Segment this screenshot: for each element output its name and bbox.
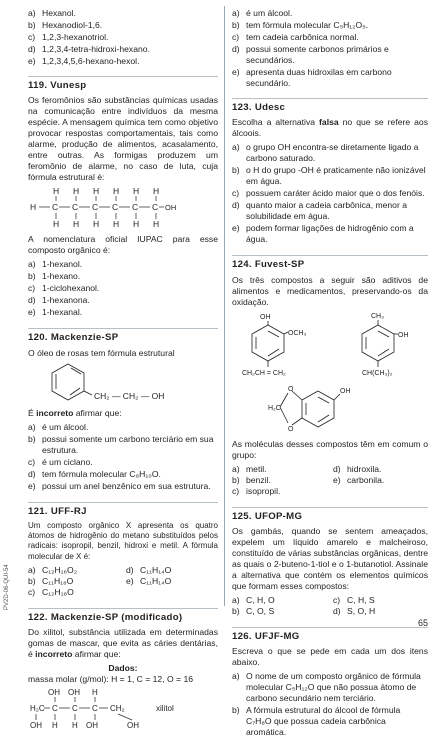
formula-h-top-3: H [93, 186, 100, 197]
formula-h-top-2: H [73, 186, 80, 197]
q119-structural-formula [28, 186, 178, 230]
q119-options [28, 259, 218, 318]
side-code: PV2D-06-QUI-54 [4, 564, 10, 610]
q125-options [232, 595, 428, 617]
formula-oh: OH [165, 203, 177, 213]
svg-text:OH: OH [86, 721, 98, 730]
formula-h-bot-1: H [53, 219, 60, 230]
list-item: c) isopropil. [232, 485, 281, 496]
list-item: d) possui somente carbonos primários e secundários. [232, 44, 389, 65]
svg-text:CH₂: CH₂ [110, 704, 125, 713]
svg-text:OH: OH [340, 387, 351, 395]
formula-c-5: C [132, 202, 139, 213]
svg-text:H: H [52, 721, 58, 730]
formula-h-top-1: H [53, 186, 60, 197]
q124-title: 124. Fuvest-SP [232, 255, 428, 271]
list-item: a) C, H, O [232, 594, 275, 605]
q122-data-text: massa molar (g/mol): H = 1, C = 12, O = 16 [28, 674, 194, 684]
list-item: b) possui somente um carbono terciário em sua estrutura. [28, 433, 214, 455]
q122-title: 122. Mackenzie-SP (modificado) [28, 608, 218, 624]
formula-c-3: C [92, 202, 99, 213]
list-item: e) apresenta duas hidroxilas em carbono secundário. [232, 67, 392, 88]
list-item: a) é um álcool. [28, 421, 89, 432]
q124-antioxidant-structures [232, 311, 428, 435]
list-item: c) C₁₂H₁₈O [28, 586, 74, 597]
xilitol-label: xilitol [156, 704, 174, 713]
q119-question: A nomenclatura oficial IUPAC para esse composto orgânico é: [28, 234, 218, 256]
q120-rose-oil-structure [28, 362, 198, 404]
svg-text:C: C [72, 704, 78, 713]
list-item: a) O nome de um composto orgânico de fórmula molecular C₅H₁₂O que não possua átomo de carbono secundário nem terciário. [232, 671, 421, 704]
formula-h-bot-6: H [153, 219, 160, 230]
list-item: b) o H do grupo -OH é praticamente não ionizável em água. [232, 165, 426, 187]
list-item: d) 1-hexanona. [28, 295, 90, 306]
list-item: d) C₁₁H₁₄O [126, 564, 172, 575]
list-item: b) Hexanodiol-1,6. [28, 20, 103, 30]
q120-chain: CH₂ — CH₂ — OH [94, 390, 165, 401]
list-item: b) benzil. [232, 474, 271, 485]
formula-h-bot-2: H [73, 219, 80, 230]
list-item: d) tem fórmula molecular C₈H₁₀O. [28, 468, 161, 479]
page-number: 65 [417, 618, 428, 629]
q123-options [232, 142, 428, 245]
list-item: e) podem formar ligações de hidrogênio com a água. [232, 223, 414, 245]
list-item: c) 1-ciclohexanol. [28, 283, 100, 294]
q122-stem: Do xilitol, substância utilizada em determinadas gomas de mascar, que evita as cáries dentárias, é incorreto afirmar que: [28, 627, 218, 659]
list-item: a) é um álcool. [232, 8, 293, 18]
list-item: b) tem fórmula molecular C₅H₁₂O₅. [232, 20, 369, 30]
formula-c-2: C [72, 202, 79, 213]
list-item: e) 1-hexanal. [28, 307, 83, 318]
list-item: d) S, O, H [333, 605, 376, 616]
q121-stem: Um composto orgânico X apresenta os quatro átomos de hidrogênio do metano substituídos pelos radicais: isopropil, benzil, hidroxi e metil. A fórmula molecular de X é: [28, 520, 218, 561]
svg-text:OCH₃: OCH₃ [288, 329, 307, 337]
column-divider [224, 6, 225, 606]
list-item: b) C, O, S [232, 605, 275, 616]
q119-stem: Os feromônios são substâncias químicas usadas na comunicação entre indivíduos da mesma espécie. A mensagem química tem como objetivo provocar respostas comportamentais, tais como alarme, produção de alimentos, acasalamento, entre outras. As formigas produzem um feromônio de alarme, no caso de luta, cuja fórmula estrutural é: [28, 95, 218, 183]
list-item: d) quanto maior a cadeia carbônica, menor a solubilidade em água. [232, 200, 407, 222]
q126-title: 126. UFJF-MG [232, 627, 428, 643]
list-item: e) carbonila. [333, 474, 385, 485]
q123-title: 123. Udesc [232, 98, 428, 114]
svg-text:H₂C: H₂C [30, 704, 45, 713]
list-item: a) 1-hexanol. [28, 259, 83, 270]
list-item: b) C₁₁H₁₆O [28, 575, 74, 586]
formula-h-bot-5: H [133, 219, 140, 230]
svg-text:H: H [92, 688, 98, 697]
list-item: d) 1,2,3,4-tetra-hidroxi-hexano. [28, 44, 150, 54]
svg-text:CH(CH₃)₂: CH(CH₃)₂ [362, 369, 393, 377]
list-item: b) A fórmula estrutural do álcool de fórmula C₇H₈O que possua cadeia carbônica aromática. [232, 705, 401, 738]
q120-title: 120. Mackenzie-SP [28, 328, 218, 344]
svg-text:O: O [288, 385, 294, 393]
q124-stem: Os três compostos a seguir são aditivos de alimentos e medicamentos, preservando-os da oxidação. [232, 274, 428, 307]
formula-h-top-6: H [153, 186, 160, 197]
formula-c-1: C [52, 202, 59, 213]
list-item: c) é um ciclano. [28, 456, 93, 467]
list-item: c) possuem caráter ácido maior que o dos fenóis. [232, 188, 425, 199]
list-item: e) possui um anel benzênico em sua estrutura. [28, 480, 211, 491]
q122-data-title: Dados: [108, 663, 138, 673]
q121-title: 121. UFF-RJ [28, 502, 218, 518]
q118-options [28, 8, 218, 67]
q123-stem: Escolha a alternativa falsa no que se refere aos álcoois. [232, 117, 428, 139]
formula-h-top-5: H [133, 186, 140, 197]
q125-title: 125. UFOP-MG [232, 507, 428, 523]
list-item: c) 1,2,3-hexanotriol. [28, 32, 109, 42]
q119-title: 119. Vunesp [28, 76, 218, 92]
svg-text:OH: OH [48, 688, 60, 697]
svg-text:H₂C: H₂C [268, 404, 281, 412]
list-item: c) C, H, S [333, 594, 375, 605]
svg-text:C: C [92, 704, 98, 713]
svg-text:C: C [52, 704, 58, 713]
svg-text:OH: OH [127, 721, 139, 730]
list-item: d) hidroxila. [333, 463, 382, 474]
q126-options [232, 671, 428, 738]
q122-data-box [28, 663, 218, 685]
formula-h-top-4: H [113, 186, 120, 197]
list-item: c) tem cadeia carbônica normal. [232, 32, 359, 42]
list-item: a) C₁₂H₁₆O₂ [28, 564, 78, 575]
formula-h-left: H [30, 202, 37, 213]
svg-text:OH: OH [398, 331, 409, 339]
formula-c-4: C [112, 202, 119, 213]
svg-text:OH: OH [68, 688, 80, 697]
list-item: b) 1-hexano. [28, 271, 81, 282]
list-item: a) o grupo OH encontra-se diretamente ligado a carbono saturado. [232, 142, 419, 164]
right-column [232, 8, 428, 739]
svg-text:OH: OH [260, 313, 271, 321]
formula-c-6: C [152, 202, 159, 213]
svg-text:CH₃: CH₃ [371, 312, 384, 320]
svg-text:O: O [288, 425, 294, 433]
q124-question: As moléculas desses compostos têm em comum o grupo: [232, 438, 428, 460]
q124-options [232, 464, 428, 497]
q125-stem: Os gambás, quando se sentem ameaçados, expelem um líquido amarelo e malcheiroso, constituído de várias substâncias orgânicas, dentre as quais o 2-buteno-1-tiol e o 1-butanotiol. Assinale a alternativa que contém os elementos químicos que formam esses compostos: [232, 525, 428, 591]
list-item: a) Hexanol. [28, 8, 76, 18]
left-column [28, 8, 218, 735]
q122-xylitol-structure [28, 687, 198, 731]
q126-stem: Escreva o que se pede em cada um dos itens abaixo. [232, 646, 428, 668]
q122-options [232, 8, 428, 89]
svg-text:H: H [72, 721, 78, 730]
svg-text:CH₂CH = CH₂: CH₂CH = CH₂ [242, 369, 286, 377]
q120-stem: O óleo de rosas tem fórmula estrutural [28, 347, 175, 358]
list-item: e) 1,2,3,4,5,6-hexano-hexol. [28, 56, 140, 66]
list-item: e) C₁₁H₁₄O [126, 575, 172, 586]
q120-options [28, 422, 218, 492]
list-item: a) metil. [232, 463, 267, 474]
q120-question: É incorreto afirmar que: [28, 407, 122, 418]
formula-h-bot-3: H [93, 219, 100, 230]
svg-text:OH: OH [30, 721, 42, 730]
q121-options [28, 565, 218, 598]
formula-h-bot-4: H [113, 219, 120, 230]
